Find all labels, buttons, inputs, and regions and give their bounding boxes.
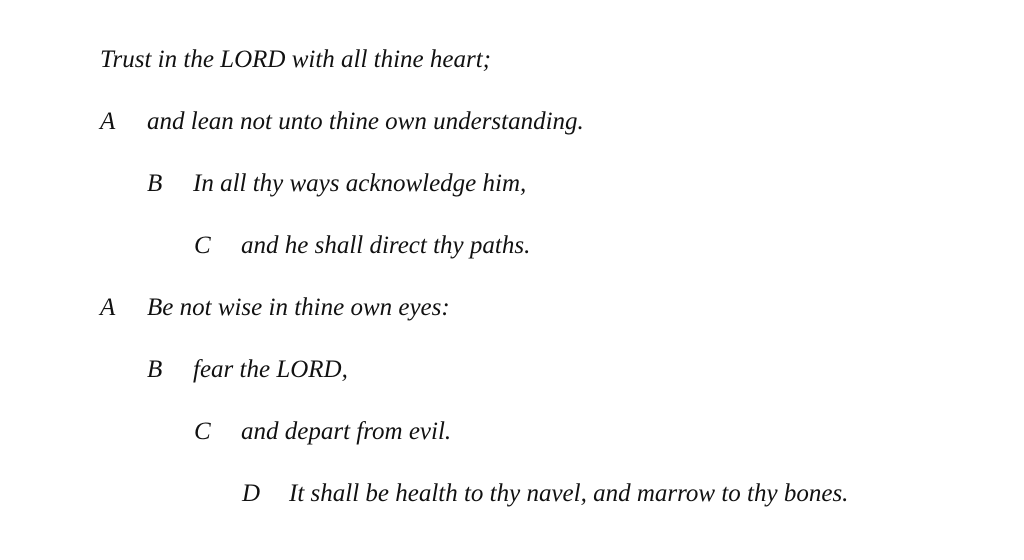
line-text: Trust in the LORD with all thine heart; xyxy=(100,46,491,73)
line-text: fear the LORD, xyxy=(193,356,348,383)
line-text: Be not wise in thine own eyes: xyxy=(147,294,450,321)
line-marker: B xyxy=(147,356,163,383)
line-marker: B xyxy=(147,170,163,197)
line-text: and depart from evil. xyxy=(241,418,452,445)
line-marker: C xyxy=(194,418,211,445)
line-text: It shall be health to thy navel, and marrow to thy bones. xyxy=(289,480,849,507)
line-text: and he shall direct thy paths. xyxy=(241,232,531,259)
line-marker: A xyxy=(100,108,116,135)
line-marker: D xyxy=(242,480,261,507)
line-text: and lean not unto thine own understanding. xyxy=(147,108,584,135)
line-marker: C xyxy=(194,232,211,259)
line-marker: A xyxy=(100,294,116,321)
line-text: In all thy ways acknowledge him, xyxy=(193,170,527,197)
